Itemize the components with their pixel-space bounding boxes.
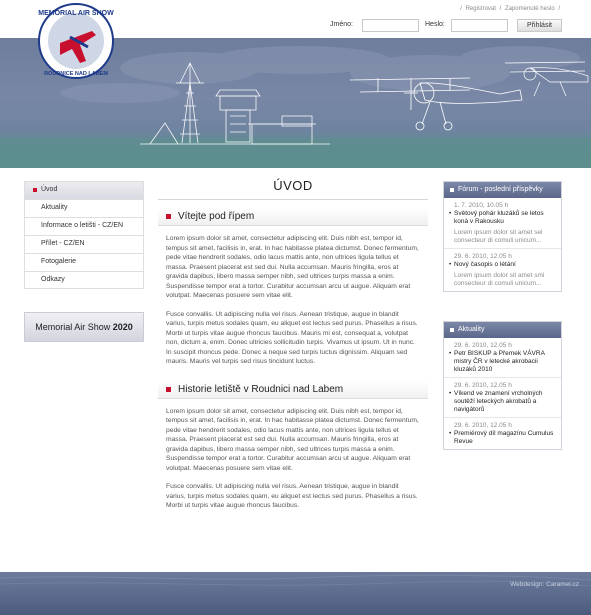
nav-item-informace[interactable] <box>24 217 144 235</box>
news-box <box>443 321 562 450</box>
article-paragraph: Lorem ipsum dolor sit amet, consectetur adipiscing elit. Duis nibh est, tempor id, tempus sit amet, facilisis in, erat. In hac habitasse platea dictumst. Donec fermentum, pede vitae hendrerit sodales, odio lacus mattis ante, non ultrices ligula tellus et massa. Praesent placerat est sed dui. Nulla accumsan. Mauris fringilla, eros at gravida dapibus, libero massa semper nibh, sed ultrices turpis massa a enim. Suspendisse tempor erat a tortor. Curabitur accumsan arcu ut augue. Aliquam erat volutpat. Maecenas posuere sem vitae elit. <box>166 235 419 299</box>
login-button[interactable]: Přihlásit <box>517 19 562 32</box>
forum-item[interactable] <box>444 198 561 249</box>
nav-item-odkazy[interactable] <box>24 271 144 289</box>
article-heading[interactable]: Historie letiště v Roudnici nad Labem <box>158 381 428 399</box>
nav-item-uvod[interactable] <box>24 181 144 199</box>
news-item-date: 29. 6. 2010, 12.05 h <box>454 342 512 349</box>
forum-item-date: 29. 6. 2010, 12.05 h <box>454 253 512 260</box>
nav-item-label: Aktuality <box>41 204 68 211</box>
page-title: ÚVOD <box>273 178 313 193</box>
nav-item-label: Odkazy <box>41 276 65 283</box>
memorial-air-show-logo <box>30 3 122 81</box>
main-content <box>158 176 428 520</box>
password-input[interactable] <box>451 19 508 32</box>
news-item-title[interactable]: • Petr BISKUP a Přemek VÁVRA mistry ČR v letecké akrobacii kluzáků 2010 <box>454 350 555 374</box>
forum-item-title[interactable]: • Nový časopis o létání <box>454 261 555 269</box>
nav-item-fotogalerie[interactable] <box>24 253 144 271</box>
news-item[interactable] <box>444 418 561 449</box>
forum-item-excerpt: Lorem ipsum dolor sit amet smi consecteur di comuli unicum... <box>454 272 545 287</box>
news-item[interactable] <box>444 378 561 418</box>
nav-item-label: Fotogalerie <box>41 258 77 265</box>
webdesign-credit-link[interactable]: Webdesign: Caramel.cz <box>510 581 579 588</box>
forum-item[interactable] <box>444 249 561 291</box>
logo-text-top: MEMORIAL AIR SHOW <box>38 10 114 17</box>
forum-item-excerpt: Lorem ipsum dolor sit amet sei consecteur di comuli unicum... <box>454 229 543 244</box>
footer <box>0 572 591 615</box>
nav-item-aktuality[interactable] <box>24 199 144 217</box>
username-label: Jméno: <box>330 21 353 28</box>
footer-pattern <box>0 572 591 615</box>
news-item-title[interactable]: • Premiérový díl magazínu Cumulus Revue <box>454 430 555 446</box>
password-label: Heslo: <box>425 21 445 28</box>
news-box-title[interactable]: Aktuality <box>444 322 561 338</box>
link-separator: / <box>499 6 502 12</box>
promo-text: Memorial Air Show <box>35 322 111 332</box>
news-item-title[interactable]: • Víkend ve znamení vrcholných soutěží leteckých akrobatů a navigátorů <box>454 390 555 414</box>
header <box>0 0 591 168</box>
promo-year: 2020 <box>112 322 133 332</box>
forum-item-date: 1. 7. 2010, 10.05 h <box>454 202 509 209</box>
nav-item-prilet[interactable] <box>24 235 144 253</box>
nav-item-label: Informace o letišti - CZ/EN <box>41 222 124 229</box>
promo-banner-button[interactable] <box>24 312 144 342</box>
article-heading[interactable]: Vítejte pod řípem <box>158 208 428 226</box>
forum-box <box>443 181 562 292</box>
article-paragraph: Fusce convallis. Ut adipiscing nulla vel risus. Aenean tristique, augue in blandit varius, turpis metus sodales quam, eu aliquet est lectus sed purus. Phasellus a risus. Morbi ut turpis vitae augue rhoncus faucibus. Mauris mi est, consequat a, volutpat non, dictum a, enim. Donec ultricies sollicitudin turpis. Vivamus ut ipsum. Ut in nunc. In suscipit rhoncus pede. Donec a neque sed turpis luctus dignissim. Aliquam sed mauris. Mauris vel turpis sed risus tincidunt luctus. <box>166 310 418 365</box>
divider <box>158 199 428 200</box>
forgot-password-link[interactable]: Zapomenuté heslo <box>504 6 555 12</box>
article-paragraph: Lorem ipsum dolor sit amet, consectetur adipiscing elit. Duis nibh est, tempor id, tempus sit amet, facilisis in, erat. In hac habitasse platea dictumst. Donec fermentum, pede vitae hendrerit sodales, odio lacus mattis ante, non ultrices ligula tellus et massa. Praesent placerat est sed dui. Nulla accumsan. Mauris fringilla, eros at gravida dapibus, libero massa semper nibh, sed ultrices turpis massa a enim. Suspendisse tempor erat a tortor. Curabitur accumsan arcu ut augue. Aliquam erat volutpat. Maecenas posuere sem vitae elit. <box>166 407 419 472</box>
link-separator: / <box>558 6 560 12</box>
link-separator: / <box>460 6 462 12</box>
top-links <box>459 6 561 12</box>
forum-item-title[interactable]: • Světový pohár kluzáků se letos koná v Rakousku <box>454 210 555 226</box>
nav-item-label: Úvod <box>41 186 58 193</box>
logo-text-bottom: ROUDNICE NAD LABEM <box>44 71 108 77</box>
forum-box-title[interactable]: Fórum - poslední příspěvky <box>444 182 561 198</box>
clouds-icon <box>60 46 580 103</box>
article-body <box>158 399 428 511</box>
news-item-date: 29. 6. 2010, 12.05 h <box>454 382 512 389</box>
register-link[interactable]: Registrovat <box>465 6 496 12</box>
article-paragraph: Fusce convallis. Ut adipiscing nulla vel risus. Aenean tristique, augue in blandit varius, turpis metus sodales quam, eu aliquet est lectus sed purus. Phasellus a risus. Morbi ut turpis vitae augue rhoncus faucibus. <box>166 483 418 509</box>
article-body <box>158 226 428 367</box>
article <box>158 208 428 367</box>
article <box>158 381 428 511</box>
news-item[interactable] <box>444 338 561 378</box>
nav-item-label: Přílet - CZ/EN <box>41 240 85 247</box>
main-navigation <box>24 181 144 289</box>
username-input[interactable] <box>362 19 419 32</box>
news-item-date: 29. 6. 2010, 12.05 h <box>454 422 512 429</box>
